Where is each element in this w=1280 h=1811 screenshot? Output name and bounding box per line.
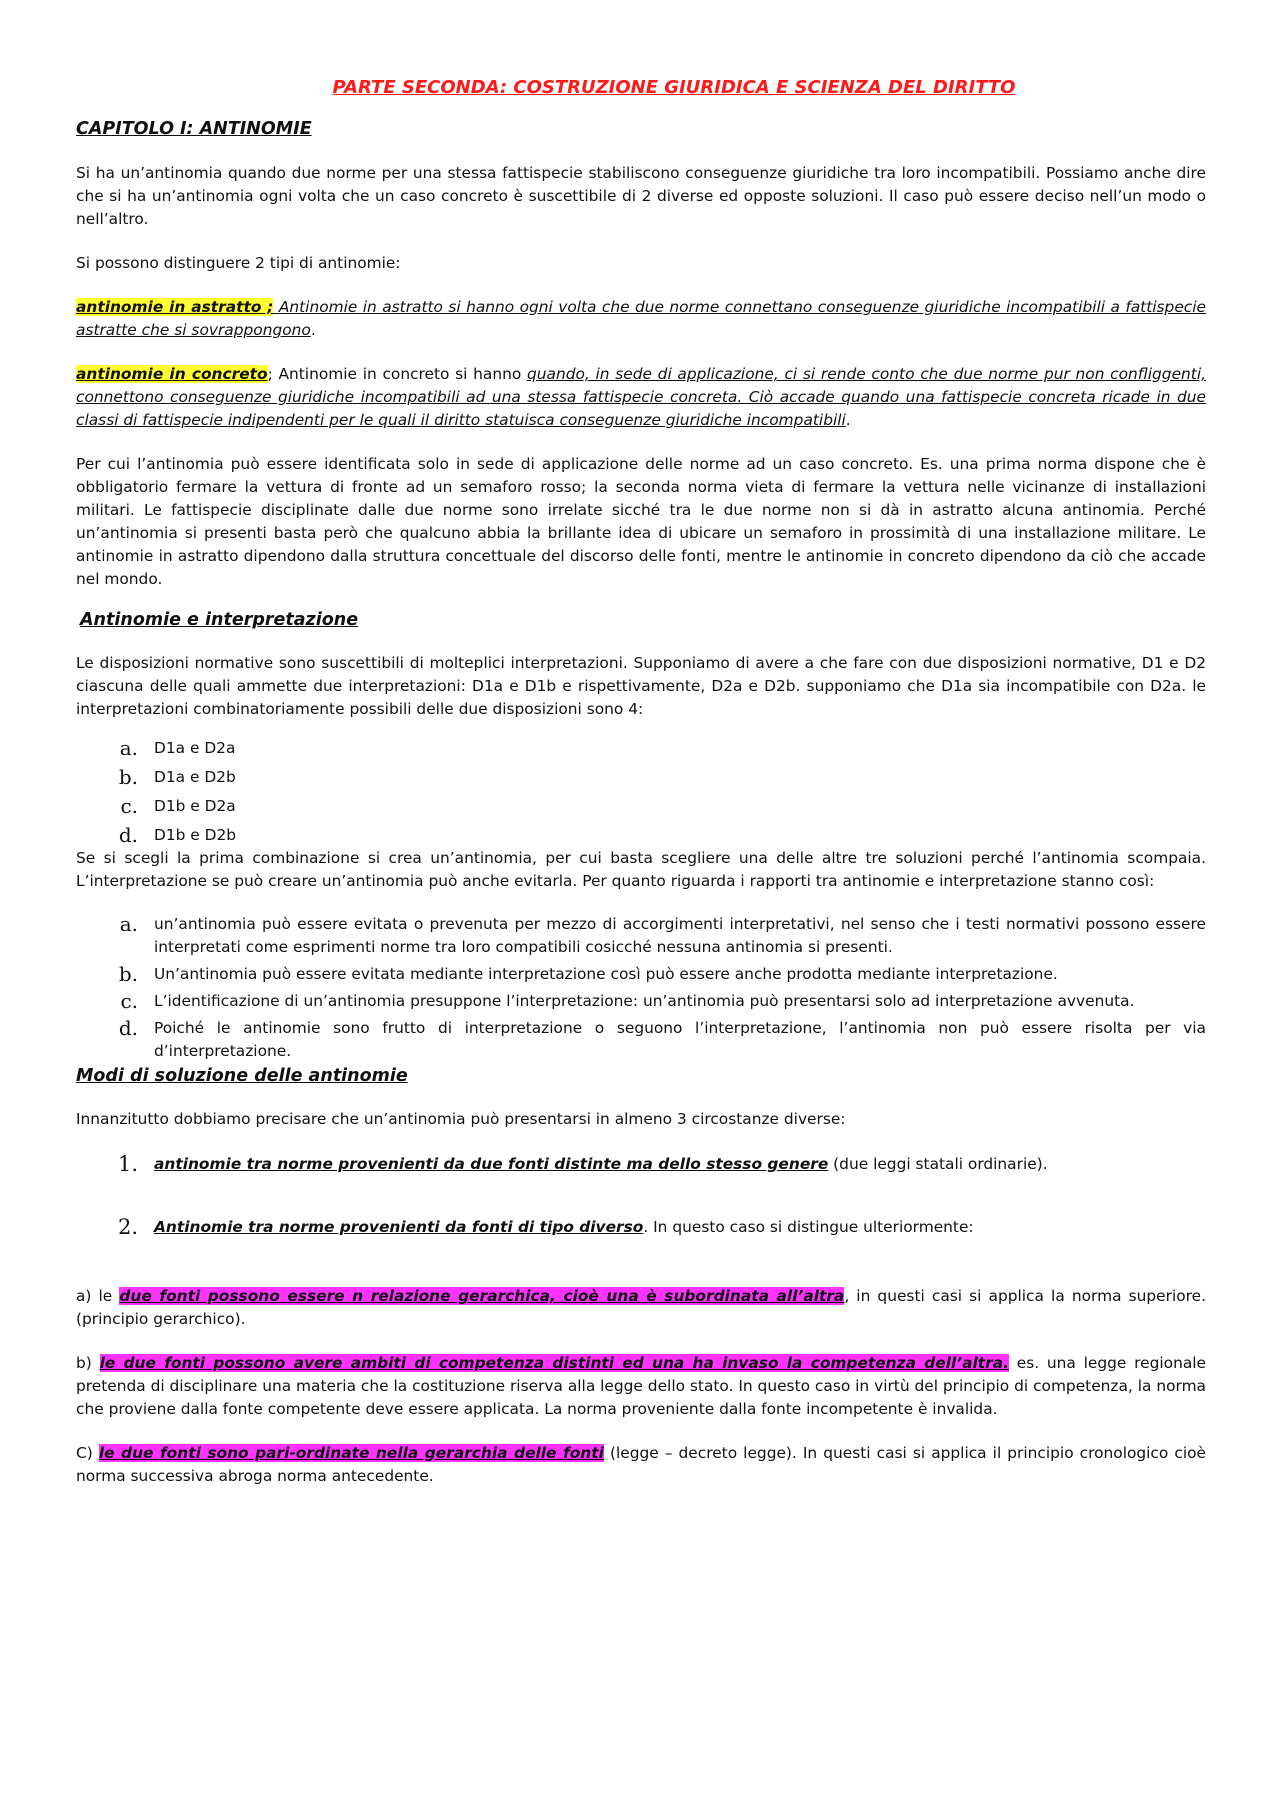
list-item: b. Un’antinomia può essere evitata mediante interpretazione così può essere anche prodotta mediante interpretazione. [118,962,1058,986]
abstract-text: Antinomie in astratto si hanno ogni volta che due norme connettano conseguenze giuridiche incompatibili a fattispecie astratte che si sovrappongono [76,298,1206,339]
concrete-text: quando, in sede di applicazione, ci si rende conto che due norme pur non confliggenti, connettono conseguenze giuridiche incompatibili ad una stessa fattispecie concreta. Ciò accade quando una fattispecie concreta ricade in due classi di fattispecie indipendenti per le quali il diritto statuisca conseguenze giuridiche incompatibili [76,365,1206,429]
list-item: a. un’antinomia può essere evitata o prevenuta per mezzo di accorgimenti interpretativi, nel senso che i testi normativi possono essere interpretati come esprimenti norme tra loro compatibili cosicché nessuna antinomia si presenti. [119,912,1206,956]
document-page [76,76,1206,1488]
section-heading-modes: Modi di soluzione delle antinomie [76,1066,408,1086]
case-a-paragraph: a) le due fonti possono essere n relazione gerarchica, cioè una è subordinata all’altra, in questi casi si applica la norma superiore. (principio gerarchico). [76,1287,1206,1328]
list-item: a. D1a e D2a [119,736,236,760]
modes-intro: Innanzitutto dobbiamo precisare che un’antinomia può presentarsi in almeno 3 circostanze diverse: [76,1110,846,1128]
page-title: PARTE SECONDA: COSTRUZIONE GIURIDICA E SCIENZA DEL DIRITTO [332,77,1016,98]
interpretation-intro: Le disposizioni normative sono suscettibili di molteplici interpretazioni. Supponiamo di avere a che fare con due disposizioni normative, D1 e D2 ciascuna delle quali ammette due interpretazioni: D1a e D1b e rispettivamente, D2a e D2b. supponiamo che D1a sia incompatibile con D2a. le interpretazioni combinatoriamente possibili delle due disposizioni sono 4: [76,654,1206,718]
intro-paragraph: Si ha un’antinomia quando due norme per una stessa fattispecie stabiliscono conseguenze giuridiche tra loro incompatibili. Possiamo anche dire che si ha un’antinomia ogni volta che un caso concreto è suscettibile di 2 diverse ed opposte soluzioni. Il caso può essere deciso nell’un modo o nell’altro. [76,164,1206,228]
list-item: d. Poiché le antinomie sono frutto di interpretazione o seguono l’interpretazione, l’antinomia non può essere risolta per via d’interpretazione. [118,1016,1206,1060]
case-c-paragraph: C) le due fonti sono pari-ordinate nella gerarchia delle fonti (legge – decreto legge). In questi casi si applica il principio cronologico cioè norma successiva abroga norma antecedente. [76,1444,1206,1485]
list-item: b. D1a e D2b [118,765,236,789]
list-item: c. L’identificazione di un’antinomia presuppone l’interpretazione: un’antinomia può presentarsi solo ad interpretazione avvenuta. [120,989,1135,1013]
example-paragraph: Per cui l’antinomia può essere identificata solo in sede di applicazione delle norme ad un caso concreto. Es. una prima norma dispone che è obbligatorio fermare la vettura di fronte ad un semaforo rosso; la seconda norma vieta di fermare la vettura nelle vicinanze di installazioni militari. Le fattispecie disciplinate dalle due norme sono irrelate sicché tra le due norme non si dà in astratto alcuna antinomia. Perché un’antinomia si presenti basta però che qualcuno abbia la brillante idea di ubicare un semaforo in prossimità di una installazione militare. Le antinomie in astratto dipendono dalla struttura concettuale del discorso delle fonti, mentre le antinomie in concreto dipendono da ciò che accade nel mondo. [76,455,1206,588]
concrete-paragraph: antinomie in concreto; Antinomie in concreto si hanno quando, in sede di applicazione, ci si rende conto che due norme pur non confliggenti, connettono conseguenze giuridiche incompatibili ad una stessa fattispecie concreta. Ciò accade quando una fattispecie concreta ricade in due classi di fattispecie indipendenti per le quali il diritto statuisca conseguenze giuridiche incompatibili. [76,365,1206,429]
combinations-list [76,737,1206,847]
abstract-label: antinomie in astratto ; [76,298,274,316]
list-item: 1. antinomie tra norme provenienti da due fonti distinte ma dello stesso genere (due leggi statali ordinarie). [117,1152,1048,1176]
concrete-label: antinomie in concreto [76,365,268,383]
case-b-paragraph: b) le due fonti possono avere ambiti di competenza distinti ed una ha invaso la competenza dell’altra. es. una legge regionale pretenda di disciplinare una materia che la costituzione riserva alla legge dello stato. In questo caso in virtù del principio di competenza, la norma che proviene dalla fonte competente deve essere applicata. La norma proveniente dalla fonte incompetente è invalida. [76,1354,1206,1418]
section-heading-interpretation: Antinomie e interpretazione [80,610,359,630]
types-intro: Si possono distinguere 2 tipi di antinomie: [76,254,401,272]
list-item: 2. Antinomie tra norme provenienti da fonti di tipo diverso. In questo caso si distingue ulteriormente: [117,1215,974,1239]
circumstances-list [76,1153,1206,1239]
list-item: d. D1b e D2b [118,823,237,847]
chapter-heading: CAPITOLO I: ANTINOMIE [76,119,312,139]
list-item: c. D1b e D2a [120,794,236,818]
abstract-paragraph: antinomie in astratto ; Antinomie in astratto si hanno ogni volta che due norme connettano conseguenze giuridiche incompatibili a fattispecie astratte che si sovrappongono. [76,298,1206,339]
interpretation-after: Se si scegli la prima combinazione si crea un’antinomia, per cui basta scegliere una delle altre tre soluzioni perché l’antinomia scompaia. L’interpretazione se può creare un’antinomia può anche evitarla. Per quanto riguarda i rapporti tra antinomie e interpretazione stanno così: [76,849,1206,890]
relations-list [76,913,1206,1063]
